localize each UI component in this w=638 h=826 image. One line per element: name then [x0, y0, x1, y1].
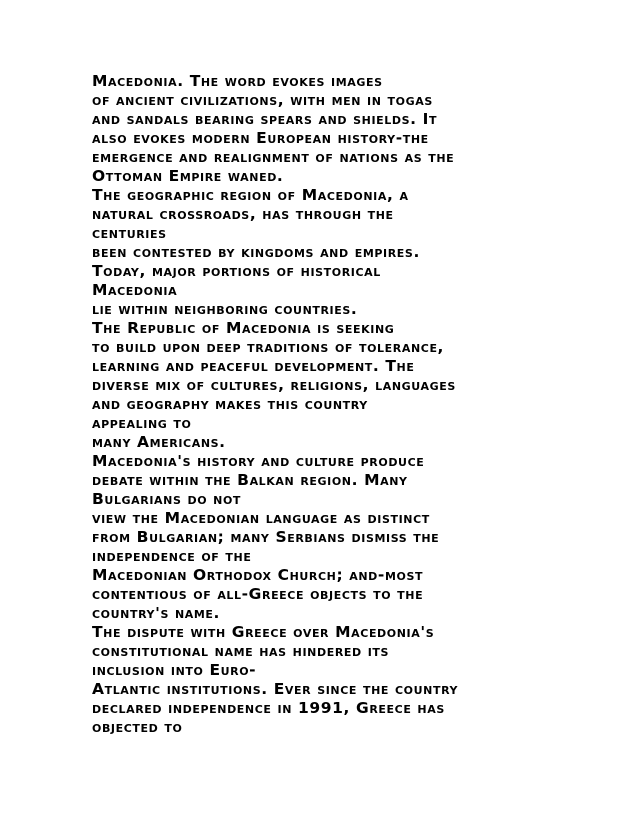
text-line: Ottoman Empire waned. — [92, 167, 284, 185]
text-line: view the Macedonian language as distinct — [92, 509, 430, 527]
text-line: to build upon deep traditions of tolerance, — [92, 338, 445, 356]
text-line: learning and peaceful development. The — [92, 357, 415, 375]
text-line: country's name. — [92, 604, 221, 622]
text-line: contentious of all-Greece objects to the — [92, 585, 424, 603]
text-line: The dispute with Greece over Macedonia's — [92, 623, 435, 641]
text-line: The Republic of Macedonia is seeking — [92, 319, 395, 337]
text-line: Macedonia. The word evokes images — [92, 72, 383, 90]
text-line: declared independence in 1991, Greece has — [92, 699, 445, 717]
text-line: constitutional name has hindered its — [92, 642, 390, 660]
text-line: independence of the — [92, 547, 252, 565]
text-line: inclusion into Euro- — [92, 661, 257, 679]
body-text — [92, 72, 552, 737]
text-line: diverse mix of cultures, religions, languages — [92, 376, 456, 394]
text-line: also evokes modern European history-the — [92, 129, 429, 147]
text-line: from Bulgarian; many Serbians dismiss the — [92, 528, 440, 546]
text-line: lie within neighboring countries. — [92, 300, 358, 318]
text-line: Atlantic institutions. Ever since the country — [92, 680, 459, 698]
text-line: The geographic region of Macedonia, a — [92, 186, 409, 204]
text-line: and sandals bearing spears and shields. It — [92, 110, 438, 128]
text-line: of ancient civilizations, with men in togas — [92, 91, 433, 109]
text-line: centuries — [92, 224, 167, 242]
text-line: debate within the Balkan region. Many — [92, 471, 408, 489]
text-line: objected to — [92, 718, 183, 736]
text-line: been contested by kingdoms and empires. — [92, 243, 420, 261]
text-line: emergence and realignment of nations as the — [92, 148, 455, 166]
text-line: and geography makes this country — [92, 395, 368, 413]
text-line: natural crossroads, has through the — [92, 205, 394, 223]
text-line: Today, major portions of historical — [92, 262, 381, 280]
text-line: Macedonian Orthodox Church; and-most — [92, 566, 424, 584]
text-line: Macedonia — [92, 281, 178, 299]
text-line: Macedonia's history and culture produce — [92, 452, 425, 470]
text-line: many Americans. — [92, 433, 226, 451]
text-line: appealing to — [92, 414, 192, 432]
text-line: Bulgarians do not — [92, 490, 242, 508]
